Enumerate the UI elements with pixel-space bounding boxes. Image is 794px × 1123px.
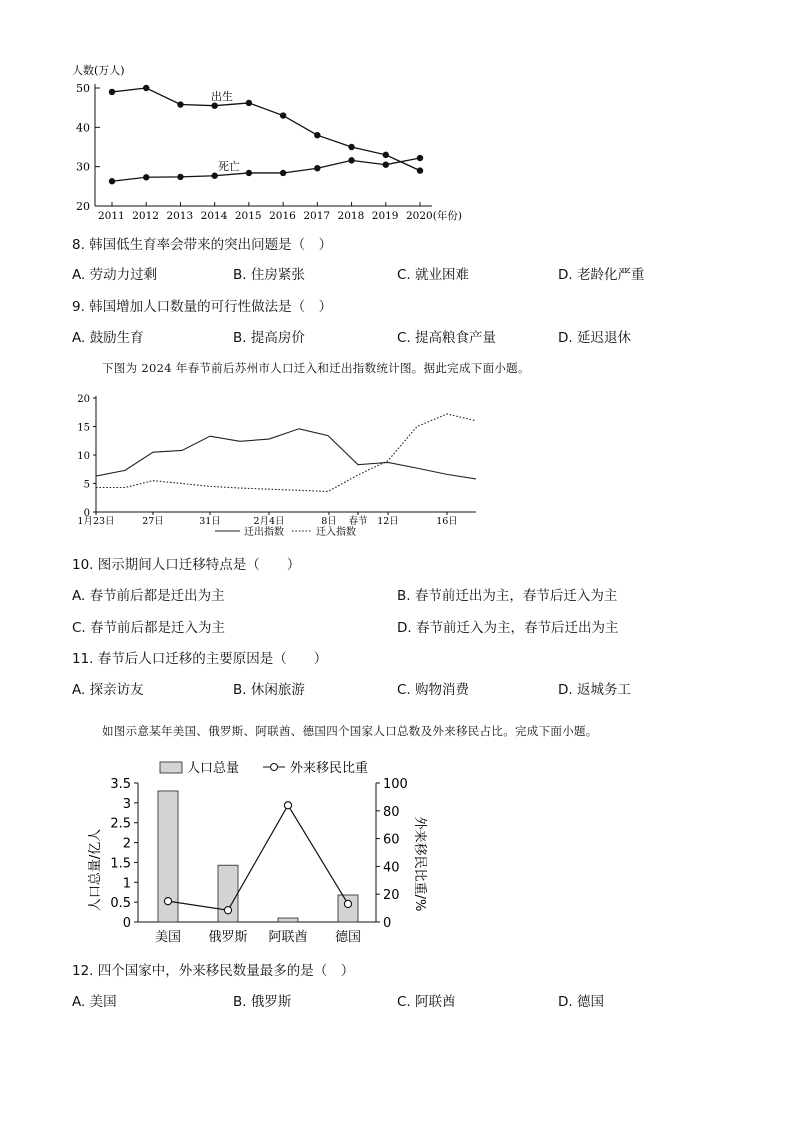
- question-11: 11. 春节后人口迁移的主要原因是（ ）: [72, 651, 328, 667]
- chart3-y2tick-label: 0: [383, 916, 392, 931]
- chart2-xtick-label: 31日: [199, 516, 221, 527]
- series-label-birth: 出生: [211, 90, 233, 103]
- suzhou-migration-chart: [72, 388, 492, 543]
- q12-option-c[interactable]: C. 阿联酋: [397, 994, 456, 1010]
- chart1-ytick-label: 30: [76, 160, 90, 174]
- chart3-ylabel: 人口总量/亿人: [88, 828, 103, 912]
- chart2-xtick-label: 27日: [142, 516, 164, 527]
- chart1-point: [417, 155, 423, 161]
- question-10: 10. 图示期间人口迁移特点是（ ）: [72, 557, 301, 573]
- chart3-ytick-label: 3: [122, 796, 131, 812]
- chart3-y2tick-label: 40: [383, 860, 400, 876]
- q9-option-a[interactable]: A. 鼓励生育: [72, 330, 144, 346]
- population-bar: [278, 918, 298, 922]
- chart2-ytick-label: 15: [77, 422, 90, 434]
- chart1-point: [314, 132, 320, 138]
- chart1-point: [211, 173, 217, 179]
- population-immigration-chart: [80, 752, 440, 952]
- chart1-xtick-label: 2017: [303, 210, 331, 222]
- chart1-point: [109, 89, 115, 95]
- q10-option-c[interactable]: C. 春节前后都是迁入为主: [72, 620, 226, 636]
- q8-option-c[interactable]: C. 就业困难: [397, 267, 470, 283]
- legend-out-label: 迁出指数: [244, 527, 284, 538]
- chart2-xtick-label: 春节: [348, 516, 368, 527]
- chart2-ytick-label: 0: [83, 508, 90, 519]
- legend-in-label: 迁入指数: [316, 527, 356, 538]
- chart1-point: [246, 170, 252, 176]
- q10-option-b[interactable]: B. 春节前迁出为主，春节后迁入为主: [397, 588, 618, 604]
- chart1-ylabel: 人数(万人): [72, 64, 125, 77]
- chart1-point: [143, 174, 149, 180]
- chart2-series-line-0: [96, 429, 476, 479]
- chart3-ytick-label: 3.5: [110, 777, 131, 792]
- immigration-point: [224, 907, 231, 914]
- chart1-series-line-0: [112, 88, 420, 171]
- chart1-point: [109, 178, 115, 184]
- chart1-point: [383, 152, 389, 158]
- chart3-y2tick-label: 80: [383, 804, 400, 820]
- q8-option-a[interactable]: A. 劳动力过剩: [72, 267, 158, 283]
- q10-option-d[interactable]: D. 春节前迁入为主，春节后迁出为主: [397, 620, 619, 636]
- chart2-ytick-label: 20: [77, 394, 90, 405]
- q11-option-b[interactable]: B. 休闲旅游: [233, 682, 305, 698]
- chart1-series-line-1: [112, 158, 420, 181]
- chart3-y2tick-label: 60: [383, 832, 400, 848]
- chart2-xtick-label: 2月4日: [253, 516, 285, 527]
- chart1-ytick-label: 40: [76, 121, 90, 135]
- chart1-ytick-label: 20: [76, 200, 90, 213]
- q10-option-a[interactable]: A. 春节前后都是迁出为主: [72, 588, 225, 604]
- q11-option-d[interactable]: D. 返城务工: [558, 682, 631, 698]
- chart1-point: [314, 165, 320, 171]
- immigration-point: [344, 900, 351, 907]
- q11-option-c[interactable]: C. 购物消费: [397, 682, 470, 698]
- q8-option-b[interactable]: B. 住房紧张: [233, 267, 305, 283]
- chart3-y2label: 外来移民比重/%: [412, 816, 427, 912]
- chart3-y2tick-label: 20: [383, 888, 400, 904]
- chart1-xtick-label: 2015: [234, 210, 262, 222]
- question-8: 8. 韩国低生育率会带来的突出问题是（ ）: [72, 237, 333, 253]
- chart3-ytick-label: 0.5: [110, 896, 131, 912]
- chart1-xtick-label: 2016: [269, 210, 296, 222]
- chart1-point: [348, 144, 354, 150]
- chart3-category-label: 俄罗斯: [208, 930, 248, 945]
- q9-option-c[interactable]: C. 提高粮食产量: [397, 330, 497, 346]
- legend-population-swatch: [160, 762, 182, 773]
- chart1-point: [177, 101, 183, 107]
- chart1-xtick-label: 2012: [132, 210, 159, 222]
- legend-immigration-marker: [271, 764, 278, 771]
- intro-four-countries: 如图示意某年美国、俄罗斯、阿联酋、德国四个国家人口总数及外来移民占比。完成下面小题。: [102, 724, 598, 738]
- chart3-ytick-label: 2: [122, 836, 131, 852]
- chart1-point: [280, 170, 286, 176]
- chart1-point: [246, 100, 252, 106]
- chart1-xtick-label: 2011: [98, 210, 125, 222]
- chart3-ytick-label: 1: [122, 876, 131, 892]
- chart3-category-label: 阿联酋: [268, 930, 308, 945]
- q12-option-b[interactable]: B. 俄罗斯: [233, 994, 292, 1010]
- chart1-point: [177, 174, 183, 180]
- chart3-ytick-label: 1.5: [110, 856, 131, 872]
- chart2-ytick-label: 5: [83, 479, 90, 491]
- q11-option-a[interactable]: A. 探亲访友: [72, 682, 144, 698]
- immigration-point: [284, 802, 291, 809]
- chart3-category-label: 德国: [334, 930, 362, 945]
- immigration-point: [164, 898, 171, 905]
- q12-option-d[interactable]: D. 德国: [558, 994, 604, 1010]
- chart3-y2tick-label: 100: [383, 777, 408, 792]
- chart3-ytick-label: 0: [122, 916, 131, 931]
- q9-option-b[interactable]: B. 提高房价: [233, 330, 305, 346]
- q12-option-a[interactable]: A. 美国: [72, 994, 117, 1010]
- chart1-xtick-label: 2019: [371, 210, 399, 222]
- chart1-point: [348, 157, 354, 163]
- chart1-point: [211, 103, 217, 109]
- chart2-xtick-label: 12日: [377, 516, 399, 527]
- chart1-xtick-label: 2020(年份): [406, 210, 462, 222]
- series-label-death: 死亡: [218, 160, 240, 173]
- chart1-point: [417, 167, 423, 173]
- chart2-xtick-label: 1月23日: [77, 516, 115, 527]
- chart2-xtick-label: 16日: [436, 516, 458, 527]
- legend-immigration-label: 外来移民比重: [290, 761, 369, 776]
- chart3-category-label: 美国: [154, 930, 182, 945]
- chart1-xtick-label: 2014: [200, 210, 228, 222]
- population-bar: [338, 895, 358, 922]
- chart1-point: [280, 112, 286, 118]
- intro-suzhou-migration: 下图为 2024 年春节前后苏州市人口迁入和迁出指数统计图。据此完成下面小题。: [102, 361, 530, 375]
- chart1-point: [383, 162, 389, 168]
- chart2-ytick-label: 10: [77, 451, 90, 462]
- q8-option-d[interactable]: D. 老龄化严重: [558, 267, 645, 283]
- q9-option-d[interactable]: D. 延迟退休: [558, 330, 631, 346]
- question-9: 9. 韩国增加人口数量的可行性做法是（ ）: [72, 299, 333, 315]
- legend-population-label: 人口总量: [187, 761, 240, 776]
- chart2-xtick-label: 8日: [321, 516, 337, 527]
- chart1-xtick-label: 2018: [337, 210, 365, 222]
- chart1-point: [143, 85, 149, 91]
- birth-death-chart: [60, 60, 480, 228]
- question-12: 12. 四个国家中，外来移民数量最多的是（ ）: [72, 963, 355, 979]
- chart3-ytick-label: 2.5: [110, 816, 131, 832]
- immigration-line: [168, 805, 348, 910]
- chart1-xtick-label: 2013: [166, 210, 194, 222]
- chart1-ytick-label: 50: [76, 82, 90, 95]
